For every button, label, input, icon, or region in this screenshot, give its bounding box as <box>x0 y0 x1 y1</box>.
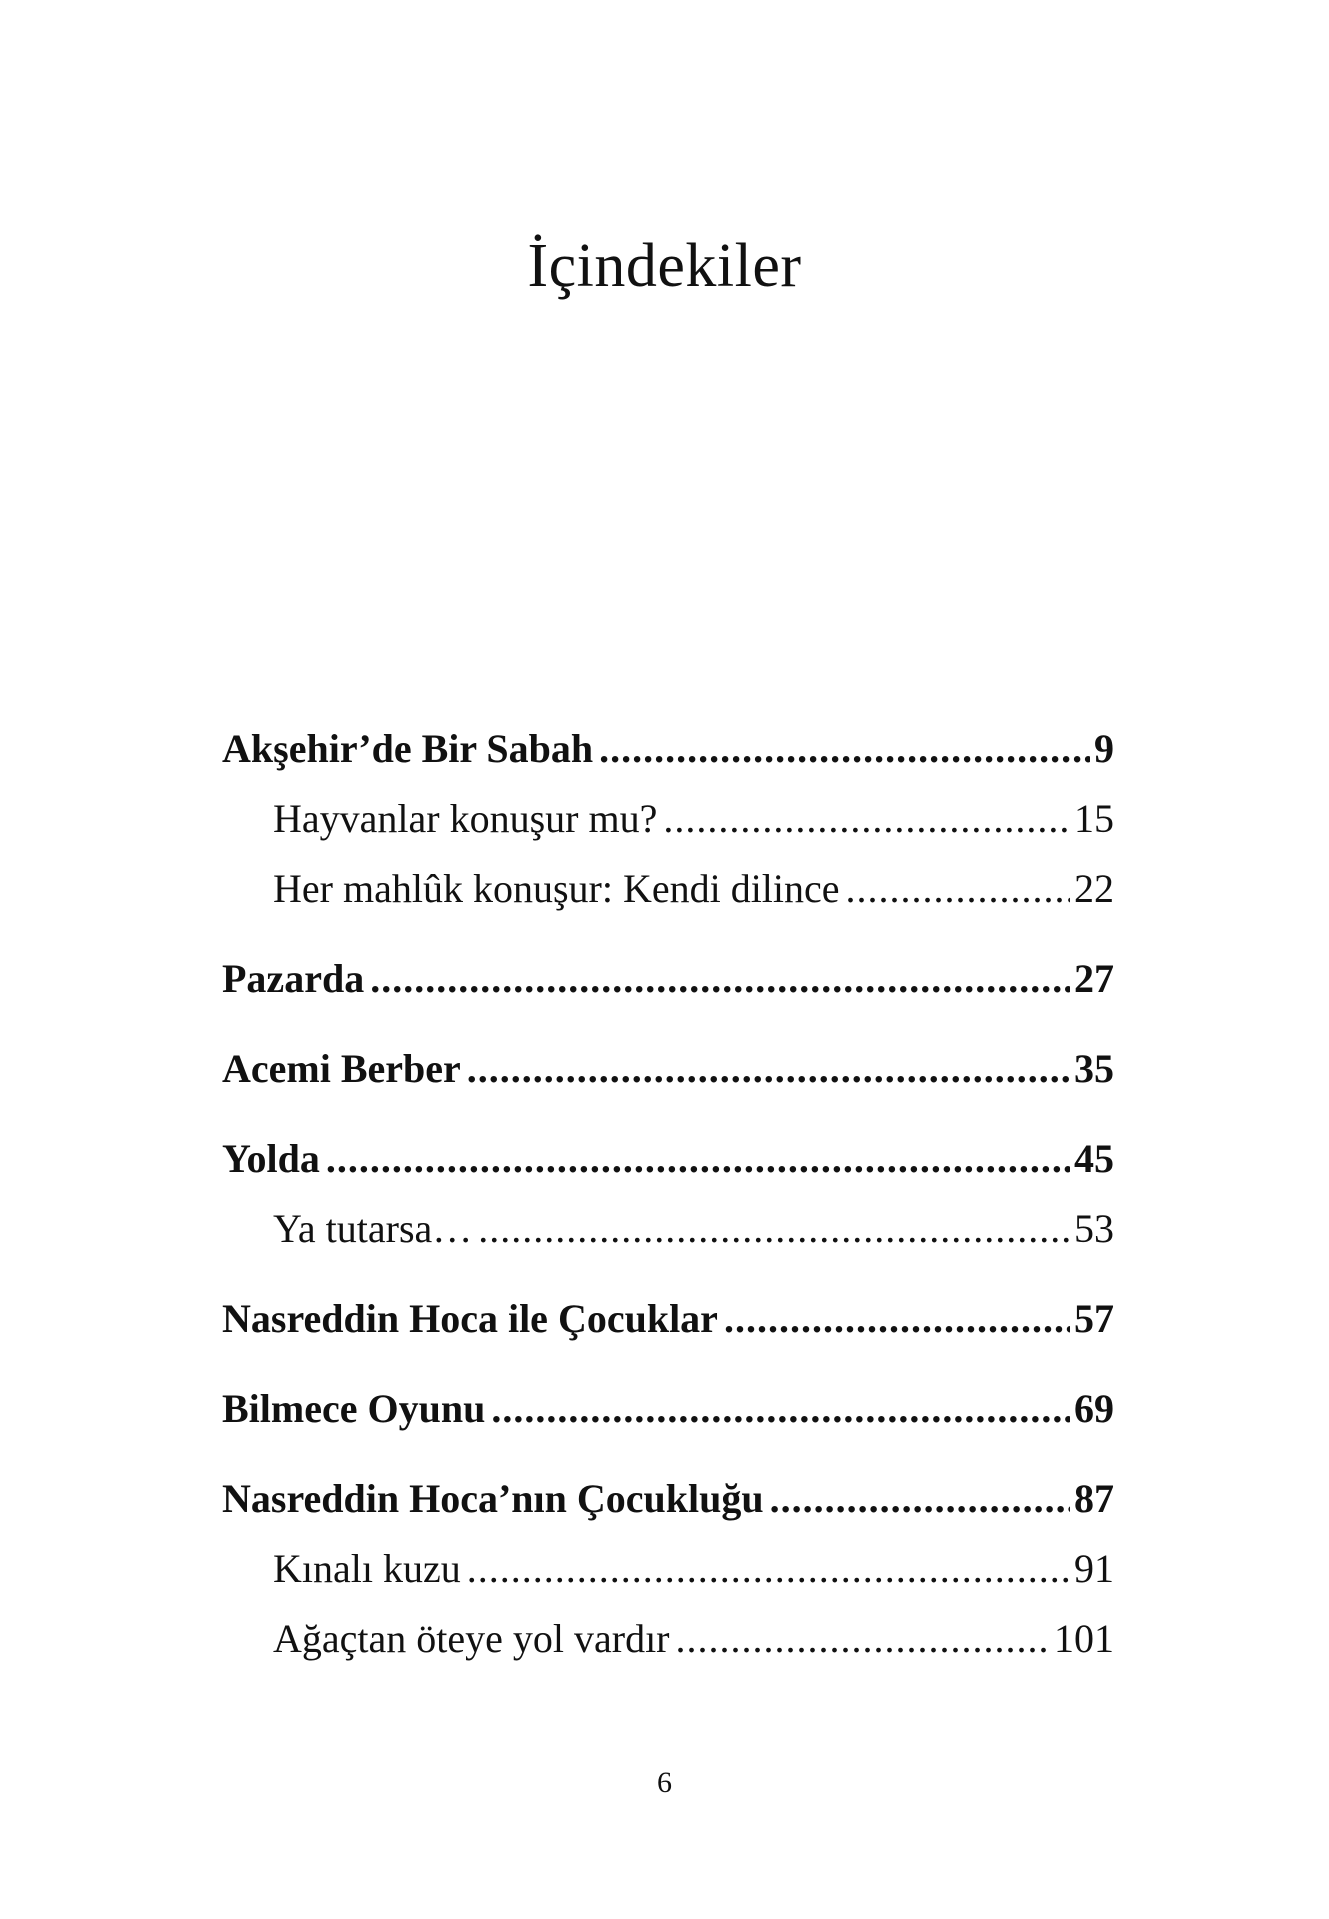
dot-leader <box>599 725 1090 772</box>
toc-entry-label: Nasreddin Hoca ile Çocuklar <box>222 1296 718 1341</box>
toc-entry-page: 22 <box>1074 866 1114 911</box>
toc-entry-chapter[interactable] <box>222 1045 1114 1092</box>
toc-entry-page: 101 <box>1054 1616 1114 1661</box>
table-of-contents <box>222 0 1114 1919</box>
toc-entry-chapter[interactable] <box>222 1295 1114 1342</box>
toc-entry-section[interactable] <box>222 1615 1114 1662</box>
toc-entry-label: Pazarda <box>222 956 365 1001</box>
toc-entry-page: 69 <box>1074 1386 1114 1431</box>
toc-entry-section[interactable] <box>222 865 1114 912</box>
toc-entry-page: 27 <box>1074 956 1114 1001</box>
toc-entry-chapter[interactable] <box>222 1475 1114 1522</box>
toc-entry-label: Bilmece Oyunu <box>222 1386 486 1431</box>
dot-leader <box>467 1545 1070 1592</box>
toc-entry-chapter[interactable] <box>222 1135 1114 1182</box>
dot-leader <box>770 1475 1070 1522</box>
toc-entry-page: 45 <box>1074 1136 1114 1181</box>
toc-entry-page: 87 <box>1074 1476 1114 1521</box>
dot-leader <box>663 795 1070 842</box>
dot-leader <box>846 865 1070 912</box>
page-title: İçindekiler <box>527 232 802 300</box>
toc-entry-page: 91 <box>1074 1546 1114 1591</box>
toc-entry-label: Her mahlûk konuşur: Kendi dilince <box>273 866 840 911</box>
toc-entry-page: 57 <box>1074 1296 1114 1341</box>
toc-entry-section[interactable] <box>222 1545 1114 1592</box>
dot-leader <box>676 1615 1050 1662</box>
toc-entry-chapter[interactable] <box>222 955 1114 1002</box>
toc-entry-page: 53 <box>1074 1206 1114 1251</box>
toc-entry-chapter[interactable] <box>222 725 1114 772</box>
dot-leader <box>467 1045 1070 1092</box>
toc-entry-label: Akşehir’de Bir Sabah <box>222 726 594 771</box>
dot-leader <box>724 1295 1070 1342</box>
toc-entry-label: Nasreddin Hoca’nın Çocukluğu <box>222 1476 764 1521</box>
toc-entry-label: Hayvanlar konuşur mu? <box>273 796 658 841</box>
toc-entry-page: 35 <box>1074 1046 1114 1091</box>
toc-entry-page: 15 <box>1074 796 1114 841</box>
toc-entry-section[interactable] <box>222 1205 1114 1252</box>
toc-entry-section[interactable] <box>222 795 1114 842</box>
toc-entry-label: Kınalı kuzu <box>273 1546 461 1591</box>
toc-entry-page: 9 <box>1094 726 1114 771</box>
toc-entry-chapter[interactable] <box>222 1385 1114 1432</box>
dot-leader <box>370 955 1070 1002</box>
toc-entry-label: Ya tutarsa… <box>273 1206 473 1251</box>
dot-leader <box>326 1135 1070 1182</box>
page-number: 6 <box>657 1766 672 1799</box>
dot-leader <box>491 1385 1070 1432</box>
dot-leader <box>478 1205 1070 1252</box>
toc-entry-label: Acemi Berber <box>222 1046 461 1091</box>
toc-entry-label: Ağaçtan öteye yol vardır <box>273 1616 670 1661</box>
toc-entry-label: Yolda <box>222 1136 320 1181</box>
